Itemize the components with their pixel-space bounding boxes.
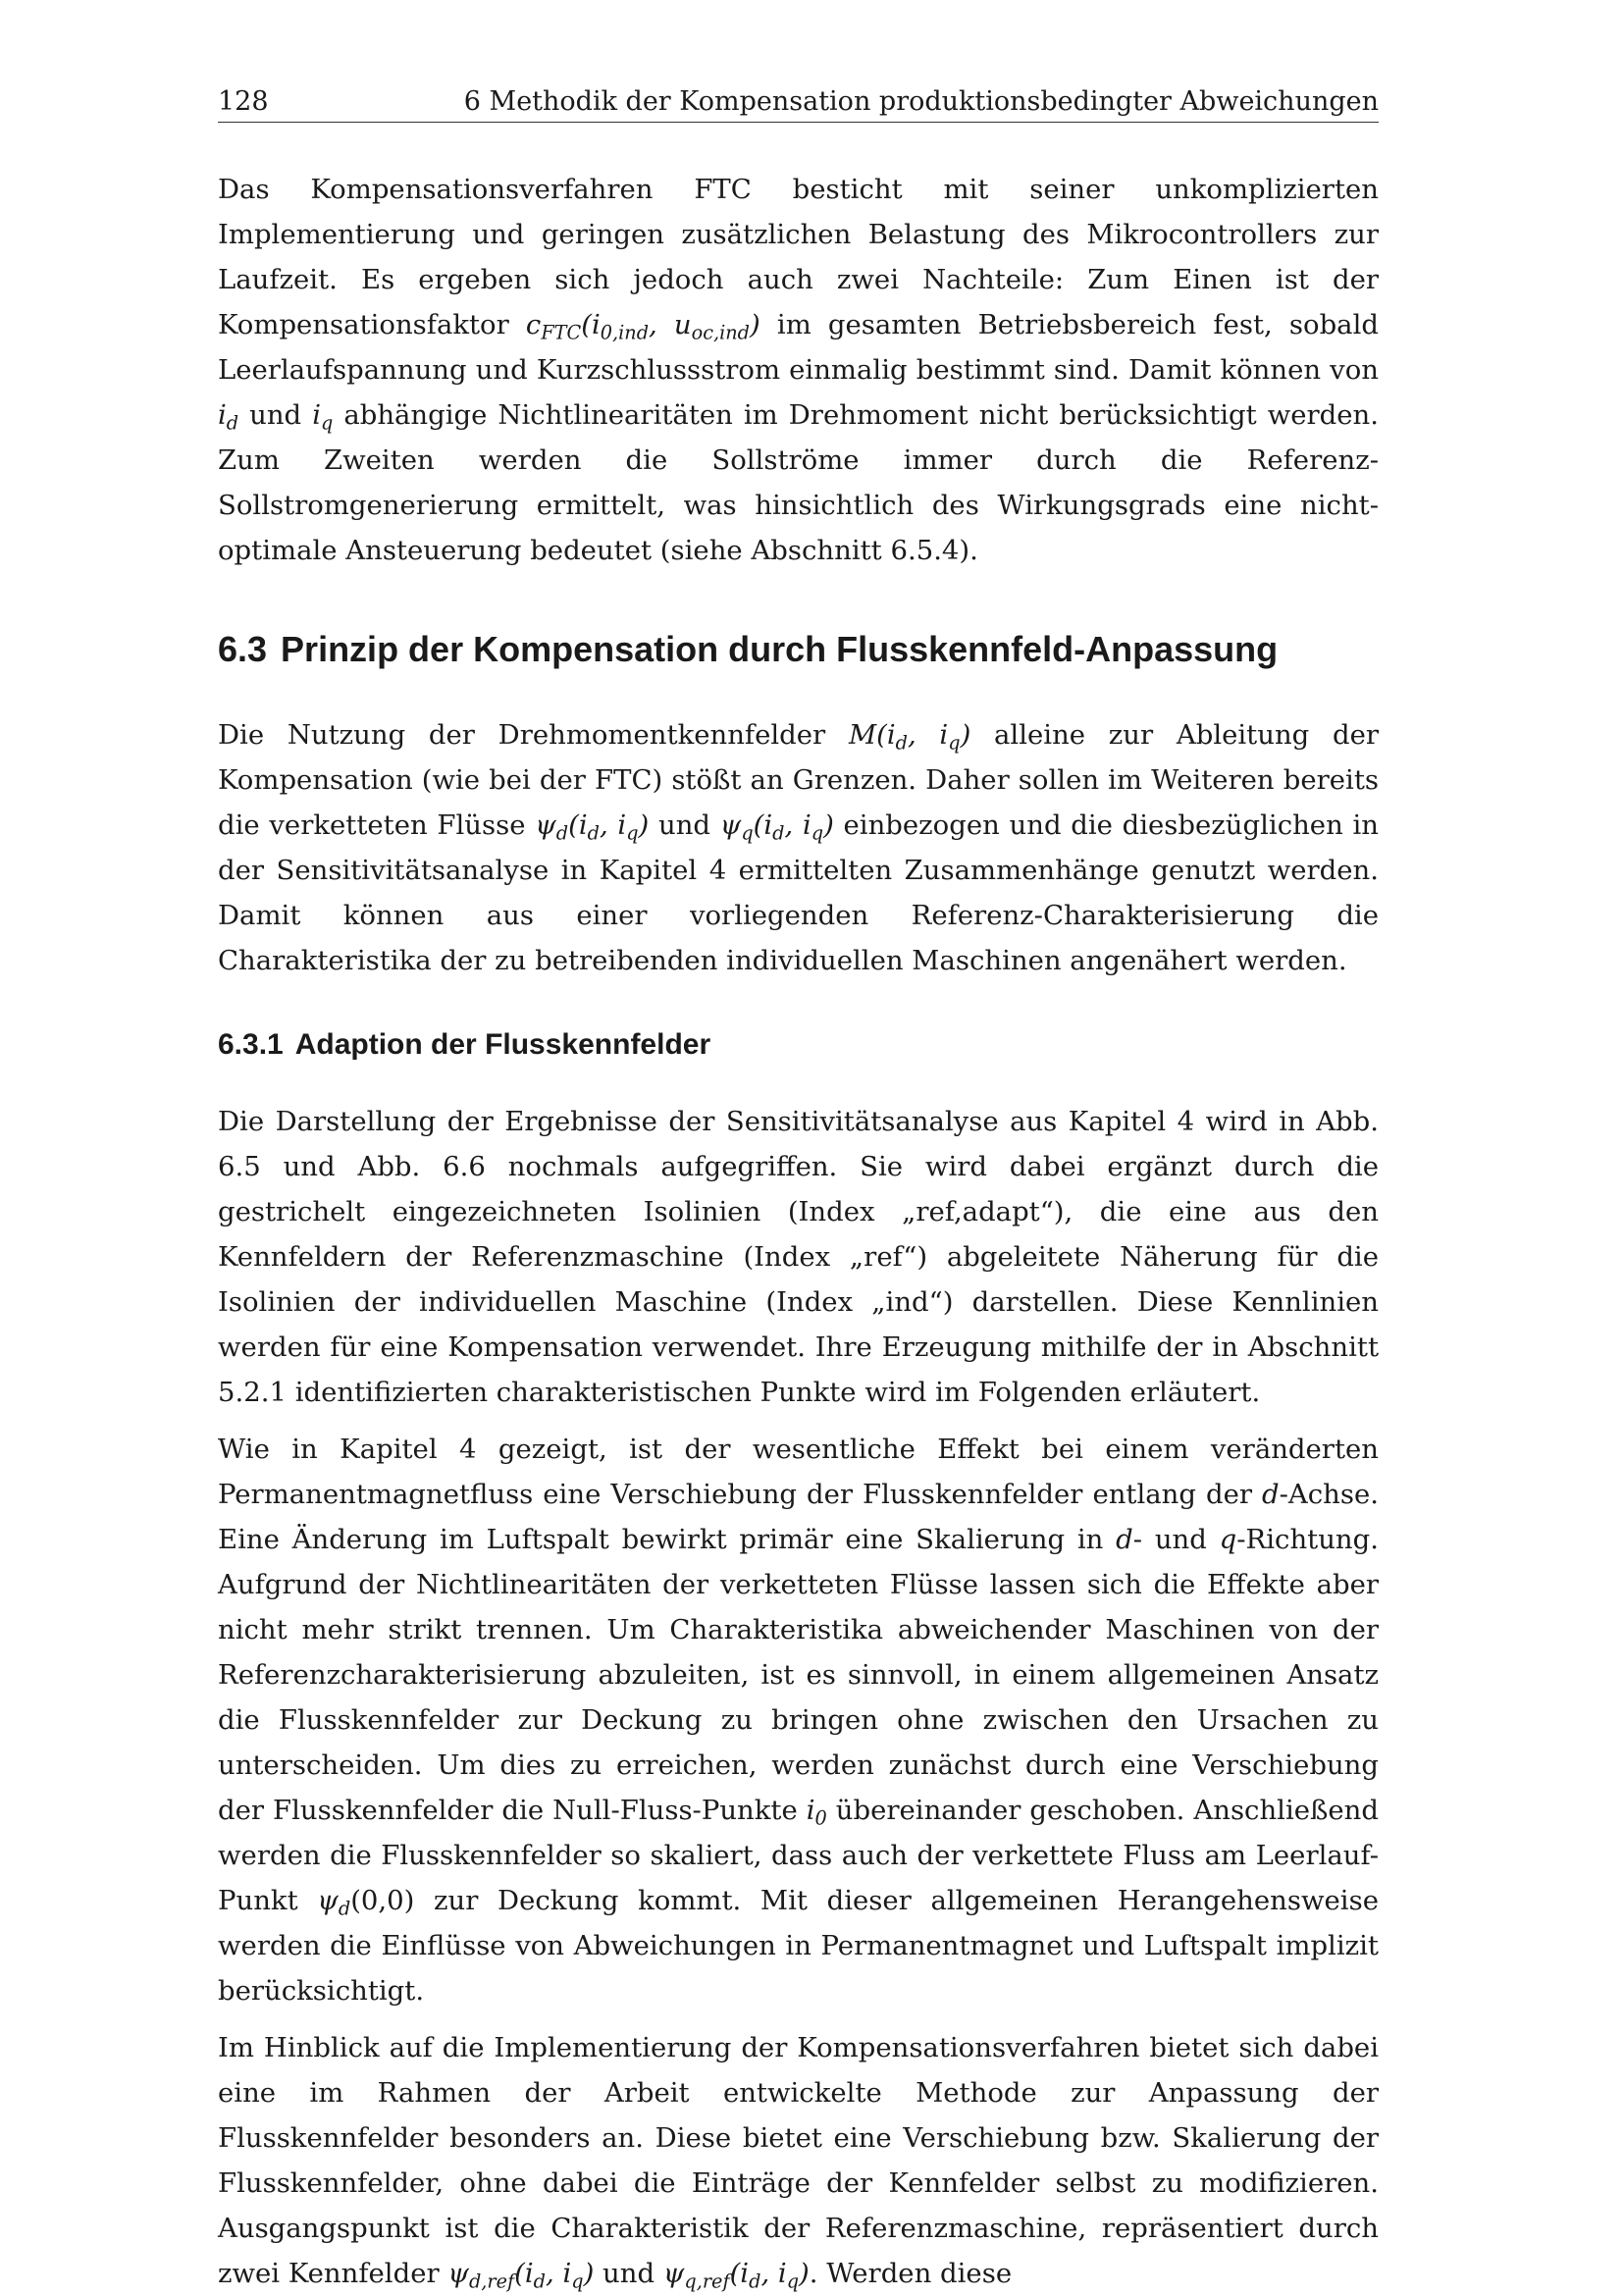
page-number: 128 (218, 86, 269, 117)
paragraph-implementierung: Im Hinblick auf die Implementierung der Kompensationsverfahren bietet sich dabei eine im Rahmen der Arbeit entwickelte Methode zur Anpassung der Flusskennfelder besonders an. Diese bietet eine Verschiebung bzw. Skalierung der Flusskennfelder, ohne dabei die Einträge der Kennfelder selbst zu modifizieren. Ausgangspunkt ist die Charakteristik der Referenzmaschine, repräsentiert durch zwei Kennfelder $\psi_{d,ref}(i_d$, $i_q$) und $\psi_{q,ref}(i_d$, $i_q$). Werden diese (218, 2032, 1379, 2293)
math-psi-q: $\psi_q(i_d$, $i_q$) (719, 809, 834, 845)
math-psi-d-00: $\psi_d$ (317, 1885, 351, 1920)
subsection-title: Adaption der Flusskennfelder (294, 1028, 711, 1061)
math-torque-map: $M(i_d$, $i_q$) (848, 719, 971, 755)
section-number: 6.3 (218, 629, 268, 669)
running-head (218, 82, 1379, 123)
math-c-ftc: $c_{FTC}(i_{0,ind}$, $u_{oc,ind}$) (525, 309, 760, 344)
math-i-q: $i_q$ (312, 399, 334, 435)
math-i0: $i_0$ (806, 1795, 827, 1830)
chapter-title: 6 Methodik der Kompensation produktionsbedingter Abweichungen (463, 86, 1379, 117)
paragraph-ftc: Das Kompensationsverfahren FTC besticht mit seiner unkomplizierten Implementierung und geringen zusätzlichen Belastung des Mikrocontrollers zur Laufzeit. Es ergeben sich jedoch auch zwei Nachteile: Zum Einen ist der Kompensationsfaktor $c_{FTC}(i_{0,ind}$, $u_{oc,ind}$) im gesamten Betriebsbereich fest, sobald Leerlaufspannung und Kurzschlussstrom einmalig bestimmt sind. Damit können von $i_d$ und $i_q$ abhängige Nichtlinearitäten im Drehmoment nicht berücksichtigt werden. Zum Zweiten werden die Sollströme immer durch die Referenz-Sollstromgenerierung ermittelt, was hinsichtlich des Wirkungsgrads eine nicht-optimale Ansteuerung bedeutet (siehe Abschnitt 6.5.4). (218, 174, 1380, 566)
paragraph-darstellung: Die Darstellung der Ergebnisse der Sensitivitätsanalyse aus Kapitel 4 wird in Abb. 6.5 und Abb. 6.6 nochmals aufgegriffen. Sie wird dabei ergänzt durch die gestrichelt eingezeichneten Isolinien (Index „ref,adapt“), die eine aus den Kennfeldern der Referenzmaschine (Index „ref“) abgeleitete Näherung für die Isolinien der individuellen Maschine (Index „ind“) darstellen. Diese Kennlinien werden für eine Kompensation verwendet. Ihre Erzeugung mithilfe der in Abschnitt 5.2.1 identifizierten charakteristischen Punkte wird im Folgenden erläutert. (218, 1106, 1379, 1408)
paragraph-nutzung: Die Nutzung der Drehmomentkennfelder $M(i_d$, $i_q$) alleine zur Ableitung der Kompensation (wie bei der FTC) stößt an Grenzen. Daher sollen im Weiteren bereits die verketteten Flüsse $\psi_d(i_d$, $i_q$) und $\psi_q(i_d$, $i_q$) einbezogen und die diesbezüglichen in der Sensitivitätsanalyse in Kapitel 4 ermittelten Zusammenhänge genutzt werden. Damit können aus einer vorliegenden Referenz-Charakterisierung die Charakteristika der zu betreibenden individuellen Maschinen angenähert werden. (218, 719, 1380, 976)
math-i-d: $i_d$ (218, 399, 239, 435)
body-text (218, 167, 1379, 2296)
math-psi-q-ref: $\psi_{q,ref}(i_d$, $i_q$) (662, 2258, 810, 2293)
math-psi-d-ref: $\psi_{d,ref}(i_d$, $i_q$) (447, 2258, 595, 2293)
subsection-heading (218, 1026, 1379, 1064)
section-title: Prinzip der Kompensation durch Flusskennfeld-Anpassung (281, 629, 1279, 669)
subsection-number: 6.3.1 (218, 1028, 284, 1061)
math-psi-d: $\psi_d(i_d$, $i_q$) (535, 809, 650, 845)
section-heading (218, 628, 1379, 671)
paragraph-kapitel4: Wie in Kapitel 4 gezeigt, ist der wesentliche Effekt bei einem veränderten Permanentmagnetfluss eine Verschiebung der Flusskennfelder entlang der d-Achse. Eine Änderung im Luftspalt bewirkt primär eine Skalierung in d- und q-Richtung. Aufgrund der Nichtlinearitäten der verketteten Flüsse lassen sich die Effekte aber nicht mehr strikt trennen. Um Charakteristika abweichender Maschinen von der Referenzcharakterisierung abzuleiten, ist es sinnvoll, in einem allgemeinen Ansatz die Flusskennfelder zur Deckung zu bringen ohne zwischen den Ursachen zu unterscheiden. Um dies zu erreichen, werden zunächst durch eine Verschiebung der Flusskennfelder die Null-Fluss-Punkte $i_0$ übereinander geschoben. Anschließend werden die Flusskennfelder so skaliert, dass auch der verkettete Fluss am Leerlauf-Punkt $\psi_d(0,0)$ zur Deckung kommt. Mit dieser allgemeinen Herangehensweise werden die Einflüsse von Abweichungen in Permanentmagnet und Luftspalt implizit berücksichtigt. (218, 1434, 1379, 2007)
